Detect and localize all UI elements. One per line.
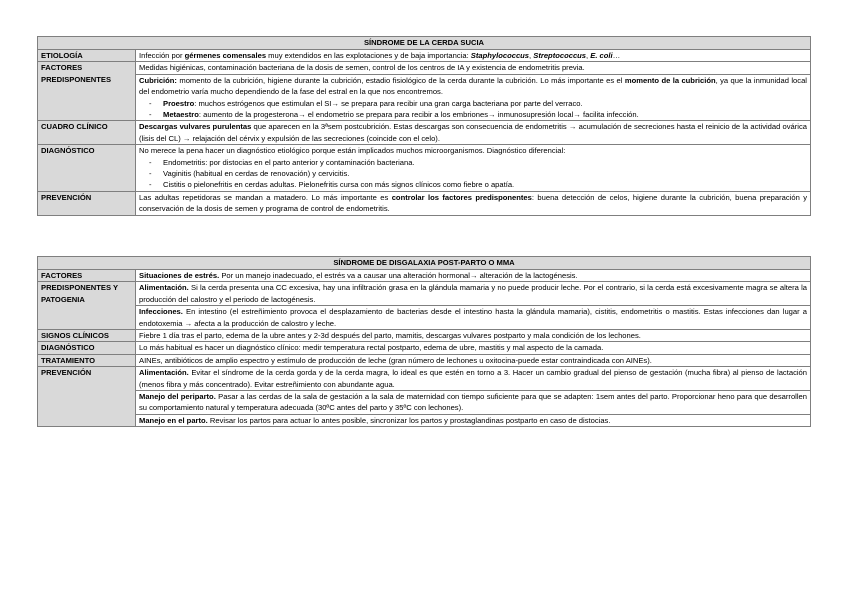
- row-label-factores: FACTORES PREDISPONENTES: [38, 62, 136, 121]
- row-content-factores-cubricion: Cubrición: momento de la cubrición, higiene durante la cubrición, estadio fisiológico de la cerda durante la cubrición. Lo más importante es el momento de la cubrición, ya que la inmunidad local del endometrio varía mucho dependiendo de la fase del estral en la que nos encontremos. - Proestro: muchos estrógenos que estimulan el SI→ se prepara para recibir una gran carga bacteriana por parte del verraco. - Metaestro: aumento de la progesterona→ el endometrio se prepara para recibir a los embriones→ inmunosupresión local→ facilita infección.: [136, 74, 811, 121]
- row-content-prevencion-periparto: Manejo del periparto. Pasar a las cerdas de la sala de gestación a la sala de maternidad con tiempo suficiente para que se adapten: 1sem antes del parto. Proporcionar heno para que desarrollen su comportamiento natural y temperatura adecuada (30ºC antes del parto y 35ºC con lechones).: [136, 391, 811, 415]
- table-row: [38, 367, 811, 391]
- row-label-prevencion: PREVENCIÓN: [38, 191, 136, 215]
- row-label-diagnostico: DIAGNÓSTICO: [38, 145, 136, 192]
- table-row: [38, 414, 811, 426]
- table-title: SÍNDROME DE DISGALAXIA POST-PARTO O MMA: [38, 257, 811, 270]
- table-row: [38, 342, 811, 354]
- row-content-diagnostico: No merece la pena hacer un diagnóstico etiológico porque están implicados muchos microorganismos. Diagnóstico diferencial: - Endometritis: por distocias en el parto anterior y contaminación bacteriana. - Vaginitis (habitual en cerdas de renovación) y cervicitis. - Cistitis o pielonefritis en cerdas adultas. Pielonefritis cursa con más signos clínicos como fiebre o apatía.: [136, 145, 811, 192]
- row-content-prevencion: Las adultas repetidoras se mandan a matadero. Lo más importante es controlar los factores predisponentes: buena detección de celos, higiene durante la cubrición, buena preparación y conservación de la dosis de semen y programa de control de endometritis.: [136, 191, 811, 215]
- list-item: - Proestro: muchos estrógenos que estimulan el SI→ se prepara para recibir una gran carga bacteriana por parte del verraco.: [139, 98, 807, 109]
- row-label-factores: FACTORES: [38, 270, 136, 282]
- disgalaxia-table: [37, 256, 811, 427]
- table-row: [38, 50, 811, 62]
- row-content-factores-general: Medidas higiénicas, contaminación bacteriana de la dosis de semen, control de los centros de IA y existencia de endometritis previa.: [136, 62, 811, 74]
- row-label-tratamiento: TRATAMIENTO: [38, 354, 136, 366]
- row-content-diagnostico: Lo más habitual es hacer un diagnóstico clínico: medir temperatura rectal postparto, edema de ubre, mastitis y mal aspecto de la camada.: [136, 342, 811, 354]
- row-content-prevencion-alimentacion: Alimentación. Evitar el síndrome de la cerda gorda y de la cerda magra, lo ideal es que estén en torno a 3. Hacer un cambio gradual del pienso de gestación (mucha fibra) al pienso de lactación (menos fibra y más concentrado). Evitar estreñimiento con abundante agua.: [136, 367, 811, 391]
- list-item: - Cistitis o pielonefritis en cerdas adultas. Pielonefritis cursa con más signos clínicos como fiebre o apatía.: [139, 179, 807, 190]
- table-row: [38, 145, 811, 192]
- row-content-factores: Situaciones de estrés. Por un manejo inadecuado, el estrés va a causar una alteración hormonal→ alteración de la lactogénesis.: [136, 270, 811, 282]
- cubricion-list: [139, 98, 807, 121]
- table-row: [38, 306, 811, 330]
- table-title-row: [38, 257, 811, 270]
- list-item: - Endometritis: por distocias en el parto anterior y contaminación bacteriana.: [139, 157, 807, 168]
- cerda-sucia-table: [37, 36, 811, 216]
- row-content-alimentacion: Alimentación. Si la cerda presenta una CC excesiva, hay una infiltración grasa en la glándula mamaria y no puede producir leche. Por el contrario, si la cerda está excesivamente magra se altera la producción del calostro y el periodo de lactogénesis.: [136, 282, 811, 306]
- table-title-row: [38, 37, 811, 50]
- row-content-cuadro: Descargas vulvares purulentas que aparecen en la 3ªsem postcubrición. Estas descargas son consecuencia de endometritis → acumulación de secreciones hasta el reinicio de la actividad ovárica (lisis del CL) → relajación del cérvix y expulsión de las secreciones (coincide con el celo).: [136, 121, 811, 145]
- list-item: - Vaginitis (habitual en cerdas de renovación) y cervicitis.: [139, 168, 807, 179]
- table-row: [38, 282, 811, 306]
- row-label-signos: SIGNOS CLÍNICOS: [38, 330, 136, 342]
- table-row: [38, 74, 811, 121]
- row-content-prevencion-parto: Manejo en el parto. Revisar los partos para actuar lo antes posible, sincronizar los partos y prostaglandinas postparto en caso de distocias.: [136, 414, 811, 426]
- row-content-signos: Fiebre 1 día tras el parto, edema de la ubre antes y 2-3d después del parto, mamitis, descargas vulvares postparto y mala condición de los lechones.: [136, 330, 811, 342]
- row-label-cuadro: CUADRO CLÍNICO: [38, 121, 136, 145]
- list-item: - Metaestro: aumento de la progesterona→ el endometrio se prepara para recibir a los embriones→ inmunosupresión local→ facilita infección.: [139, 109, 807, 120]
- table-row: [38, 391, 811, 415]
- table-row: [38, 354, 811, 366]
- row-label-prevencion: PREVENCIÓN: [38, 367, 136, 427]
- diagnostico-list: [139, 157, 807, 191]
- table-row: [38, 270, 811, 282]
- table-row: [38, 191, 811, 215]
- table-row: [38, 330, 811, 342]
- table-row: [38, 62, 811, 74]
- row-label-diagnostico: DIAGNÓSTICO: [38, 342, 136, 354]
- row-content-tratamiento: AINEs, antibióticos de amplio espectro y estímulo de producción de leche (gran número de lechones u oxitocina-puede estar contraindicada con AINEs).: [136, 354, 811, 366]
- row-content-etiologia: Infección por gérmenes comensales muy extendidos en las explotaciones y de baja importancia: Staphylococcus, Streptococcus, E. coli…: [136, 50, 811, 62]
- row-label-etiologia: ETIOLOGÍA: [38, 50, 136, 62]
- row-label-predisponentes: PREDISPONENTES Y PATOGENIA: [38, 282, 136, 330]
- table-title: SÍNDROME DE LA CERDA SUCIA: [38, 37, 811, 50]
- row-content-infecciones: Infecciones. En intestino (el estreñimiento provoca el desplazamiento de bacterias desde el intestino hasta la glándula mamaria), cistitis, endometritis o mastitis. Estas infecciones dan lugar a endotoxemia → afecta a la producción de calostro y leche.: [136, 306, 811, 330]
- table-row: [38, 121, 811, 145]
